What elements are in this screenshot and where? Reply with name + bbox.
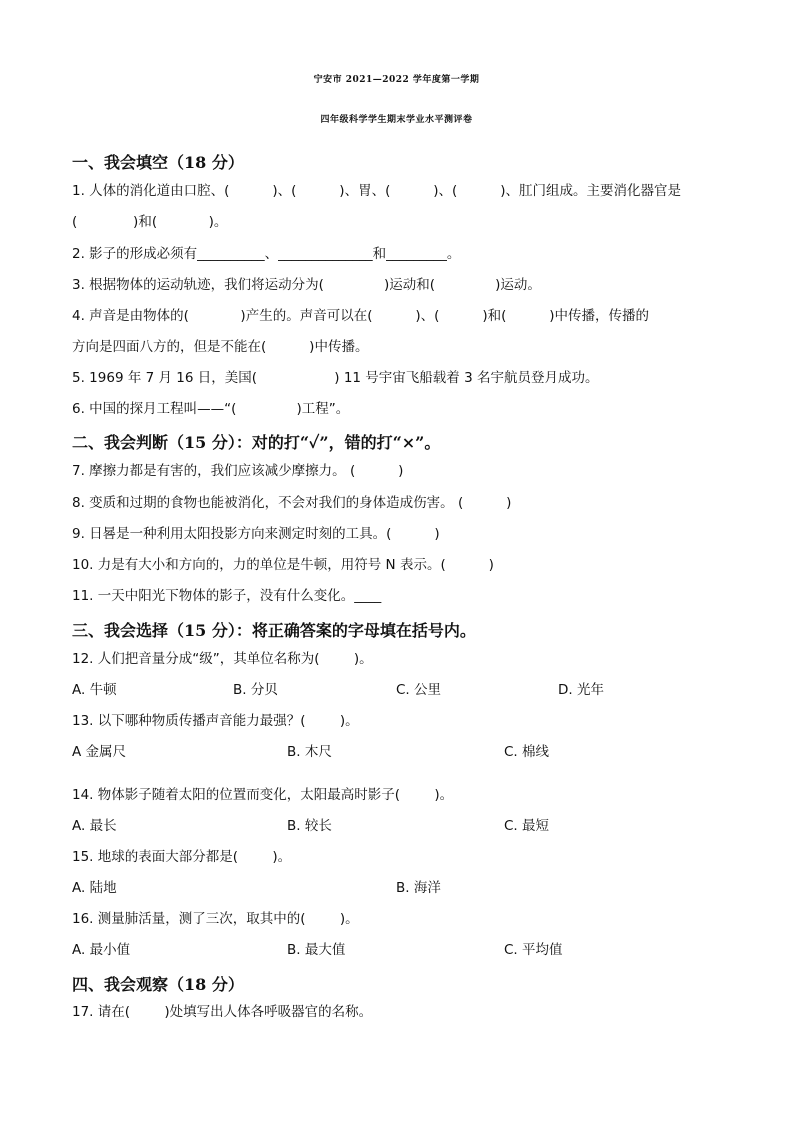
question-9: 9. 日晷是一种利用太阳投影方向来测定时刻的工具。( ): [72, 526, 440, 542]
question-3: 3. 根据物体的运动轨迹，我们将运动分为( )运动和( )运动。: [72, 277, 541, 293]
question-13-option-b: B. 木尺: [287, 744, 332, 760]
question-16-option-b: B. 最大值: [287, 942, 346, 958]
question-11: 11. 一天中阳光下物体的影子，没有什么变化。____: [72, 588, 382, 604]
section-1-heading: 一、我会填空（18 分）: [72, 153, 244, 172]
question-12-option-b: B. 分贝: [233, 682, 278, 698]
question-14-option-a: A. 最长: [72, 818, 117, 834]
question-6: 6. 中国的探月工程叫——“( )工程”。: [72, 401, 350, 417]
question-5: 5. 1969 年 7 月 16 日，美国( ) 11 号宇宙飞船载着 3 名宇航员登月成功。: [72, 370, 599, 386]
question-4-line-1: 4. 声音是由物体的( )产生的。声音可以在( )、( )和( )中传播，传播的: [72, 308, 650, 324]
question-8: 8. 变质和过期的食物也能被消化，不会对我们的身体造成伤害。 ( ): [72, 495, 512, 511]
question-14: 14. 物体影子随着太阳的位置而变化，太阳最高时影子( )。: [72, 787, 454, 803]
question-13: 13. 以下哪种物质传播声音能力最强？( )。: [72, 713, 359, 729]
exam-title-line-1: 宁安市 2021—2022 学年度第一学期: [313, 75, 480, 85]
question-17: 17. 请在( )处填写出人体各呼吸器官的名称。: [72, 1004, 373, 1020]
question-2: 2. 影子的形成必须有__________、______________和_________。: [72, 246, 461, 262]
question-15-option-a: A. 陆地: [72, 880, 117, 896]
question-15-option-b: B. 海洋: [396, 880, 441, 896]
question-12-option-a: A. 牛顿: [72, 682, 117, 698]
question-4-line-2: 方向是四面八方的，但是不能在( )中传播。: [72, 339, 369, 355]
question-7: 7. 摩擦力都是有害的，我们应该减少摩擦力。 ( ): [72, 463, 404, 479]
question-13-option-a: A 金属尺: [72, 744, 127, 760]
question-16-option-c: C. 平均值: [504, 942, 563, 958]
question-1-line-2: ( )和( )。: [72, 214, 228, 230]
question-14-option-b: B. 较长: [287, 818, 332, 834]
question-1-line-1: 1. 人体的消化道由口腔、( )、( )、胃、( )、( )、肛门组成。主要消化器官是: [72, 183, 681, 199]
section-2-heading: 二、我会判断（15 分）：对的打“✓”，错的打“×”。: [72, 433, 441, 452]
question-13-option-c: C. 棉线: [504, 744, 550, 760]
exam-title-line-2: 四年级科学学生期末学业水平测评卷: [320, 115, 473, 125]
question-12: 12. 人们把音量分成“级”，其单位名称为( )。: [72, 651, 373, 667]
question-14-option-c: C. 最短: [504, 818, 550, 834]
question-16: 16. 测量肺活量，测了三次，取其中的( )。: [72, 911, 359, 927]
question-10: 10. 力是有大小和方向的，力的单位是牛顿，用符号 N 表示。( ): [72, 557, 494, 573]
question-12-option-d: D. 光年: [558, 682, 604, 698]
section-3-heading: 三、我会选择（15 分）：将正确答案的字母填在括号内。: [72, 621, 476, 640]
question-12-option-c: C. 公里: [396, 682, 442, 698]
question-16-option-a: A. 最小值: [72, 942, 131, 958]
section-4-heading: 四、我会观察（18 分）: [72, 975, 244, 994]
question-15: 15. 地球的表面大部分都是( )。: [72, 849, 292, 865]
